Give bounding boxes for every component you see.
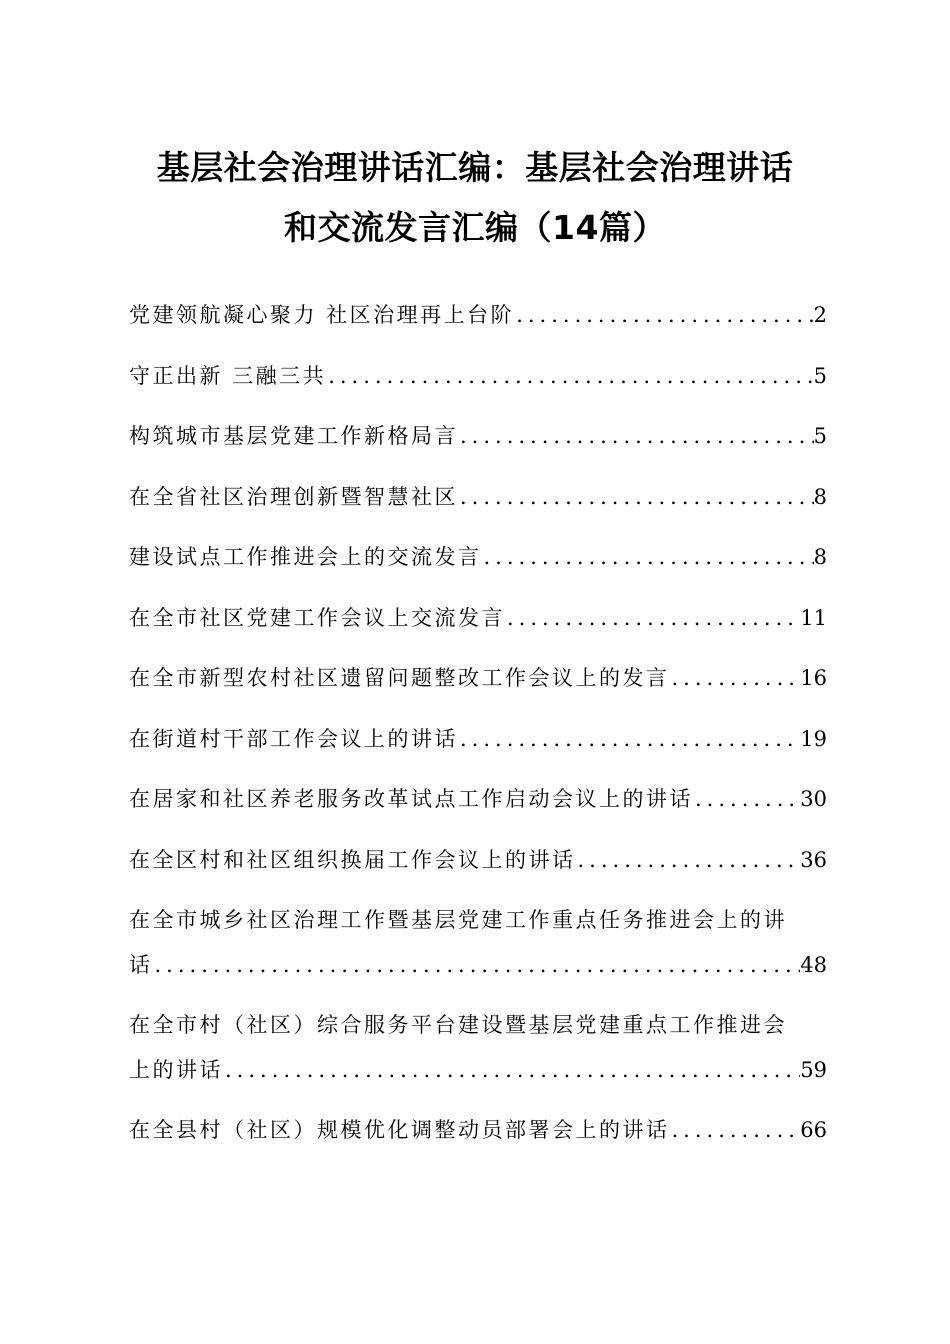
toc-page-number: 8 xyxy=(813,545,827,569)
toc-page-number: 5 xyxy=(813,363,827,388)
toc-page-number: 30 xyxy=(800,787,827,811)
toc-entry[interactable] xyxy=(129,482,827,512)
toc-dot-leader xyxy=(576,845,801,875)
toc-entry[interactable] xyxy=(129,905,827,980)
toc-dot-leader xyxy=(153,950,801,980)
toc-entry[interactable] xyxy=(129,724,827,754)
toc-dot-leader xyxy=(223,1055,800,1085)
toc-page-number: 19 xyxy=(800,726,827,751)
toc-dot-leader xyxy=(514,300,813,330)
toc-entry-title: 在全市社区党建工作会议上交流发言 xyxy=(129,605,505,630)
toc-entry-title: 建设试点工作推进会上的交流发言 xyxy=(129,545,482,569)
toc-page-number: 36 xyxy=(800,847,827,872)
toc-entry-title-line-1: 在全市村（社区）综合服务平台建设暨基层党建重点工作推进会 xyxy=(129,1013,787,1037)
toc-page-number: 11 xyxy=(800,605,827,630)
toc-entry-title: 在全区村和社区组织换届工作会议上的讲话 xyxy=(129,847,576,872)
table-of-contents xyxy=(129,300,827,1176)
document-title-line-2: 和交流发言汇编（14篇） xyxy=(284,208,666,247)
toc-page-number: 8 xyxy=(813,484,827,509)
toc-dot-leader xyxy=(326,361,813,391)
toc-page-number: 48 xyxy=(800,953,827,977)
toc-entry[interactable] xyxy=(129,845,827,875)
document-title-line-1: 基层社会治理讲话汇编：基层社会治理讲话 xyxy=(156,148,794,187)
toc-dot-leader xyxy=(505,603,800,633)
toc-dot-leader xyxy=(458,482,814,512)
toc-entry-title-line-1: 在全市城乡社区治理工作暨基层党建工作重点任务推进会上的讲 xyxy=(129,908,787,932)
toc-entry[interactable] xyxy=(129,421,827,451)
toc-entry-title-line-2: 上的讲话 xyxy=(129,1058,223,1082)
toc-entry[interactable] xyxy=(129,603,827,633)
toc-entry[interactable] xyxy=(129,361,827,391)
toc-entry[interactable] xyxy=(129,1010,827,1085)
toc-dot-leader xyxy=(458,421,814,451)
toc-dot-leader xyxy=(693,784,800,814)
toc-dot-leader xyxy=(482,542,814,572)
toc-entry-title: 构筑城市基层党建工作新格局言 xyxy=(129,424,458,448)
toc-entry-title: 在居家和社区养老服务改革试点工作启动会议上的讲话 xyxy=(129,787,693,811)
toc-dot-leader xyxy=(458,724,800,754)
toc-entry[interactable] xyxy=(129,784,827,814)
toc-page-number: 66 xyxy=(800,1118,827,1142)
toc-page-number: 59 xyxy=(800,1058,827,1082)
toc-entry-title: 在全省社区治理创新暨智慧社区 xyxy=(129,484,458,509)
toc-entry-title: 在街道村干部工作会议上的讲话 xyxy=(129,726,458,751)
toc-dot-leader xyxy=(670,663,801,693)
toc-entry-title: 守正出新 三融三共 xyxy=(129,363,327,388)
toc-entry[interactable] xyxy=(129,542,827,572)
toc-page-number: 16 xyxy=(800,666,827,690)
toc-entry[interactable] xyxy=(129,1115,827,1145)
toc-entry[interactable] xyxy=(129,300,827,330)
toc-dot-leader xyxy=(670,1115,801,1145)
toc-page-number: 5 xyxy=(813,424,827,448)
toc-entry-title: 在全市新型农村社区遗留问题整改工作会议上的发言 xyxy=(129,666,670,690)
toc-entry-title-line-2: 话 xyxy=(129,953,153,977)
toc-entry[interactable] xyxy=(129,663,827,693)
toc-entry-title: 在全县村（社区）规模优化调整动员部署会上的讲话 xyxy=(129,1118,670,1142)
toc-entry-title: 党建领航凝心聚力 社区治理再上台阶 xyxy=(129,303,515,327)
toc-page-number: 2 xyxy=(813,303,827,327)
